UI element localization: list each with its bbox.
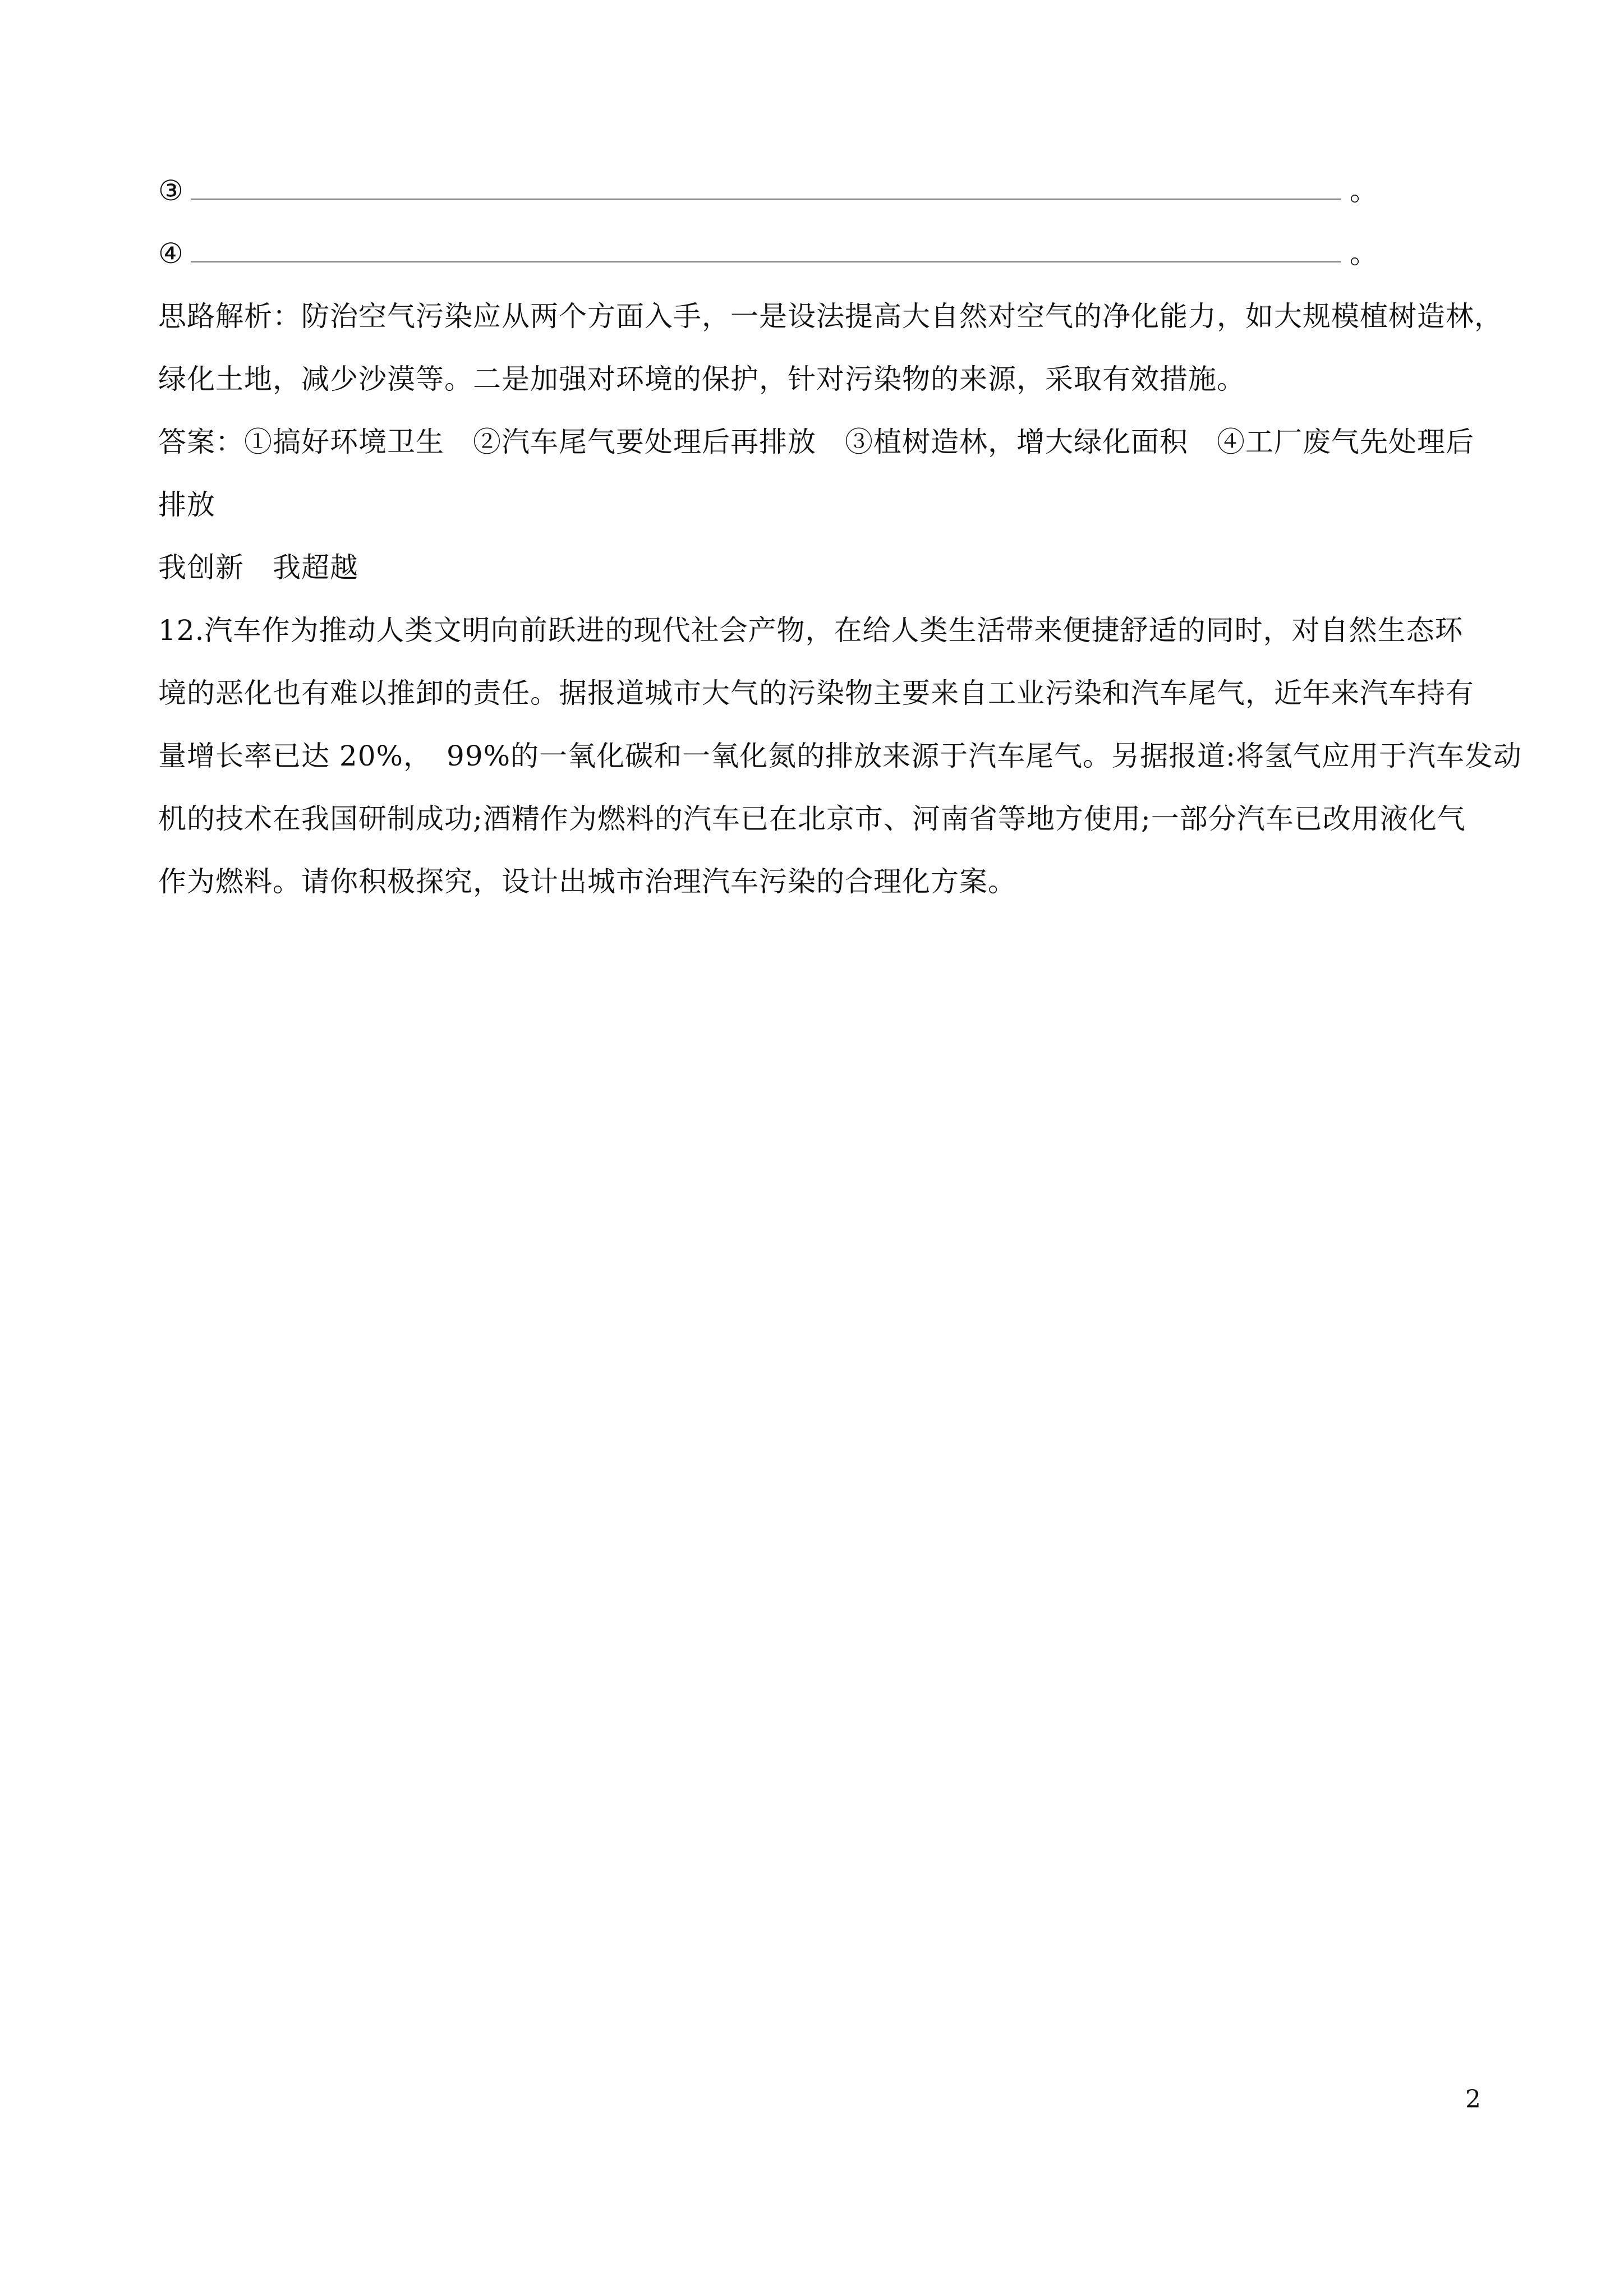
blank-line-4: [158, 237, 1378, 270]
underline-rule: [191, 199, 1341, 200]
blank-line-3: [158, 174, 1378, 208]
analysis-line: 绿化土地，减少沙漠等。二是加强对环境的保护，针对污染物的来源，采取有效措施。: [158, 363, 1245, 395]
end-mark: 。: [1350, 237, 1378, 270]
question-line: 境的恶化也有难以推卸的责任。据报道城市大气的污染物主要来自工业污染和汽车尾气，近年来汽车持有: [158, 677, 1474, 709]
section-heading: 我创新 我超越: [158, 551, 358, 584]
blank-number: ③: [158, 174, 183, 207]
analysis-line: 思路解析：防治空气污染应从两个方面入手，一是设法提高大自然对空气的净化能力，如大规模植树造林，: [158, 300, 1503, 333]
question-line: 量增长率已达 20%， 99%的一氧化碳和一氧化氮的排放来源于汽车尾气。另据报道:将氢气应用于汽车发动: [158, 740, 1522, 772]
question-line: 作为燃料。请你积极探究，设计出城市治理汽车污染的合理化方案。: [158, 865, 1016, 898]
question-line: 机的技术在我国研制成功;酒精作为燃料的汽车已在北京市、河南省等地方使用;一部分汽车已改用液化气: [158, 803, 1466, 835]
blank-number: ④: [158, 237, 183, 270]
page-number: 2: [1465, 2085, 1481, 2114]
end-mark: 。: [1350, 174, 1378, 207]
answer-line: 答案：①搞好环境卫生 ②汽车尾气要处理后再排放 ③植树造林，增大绿化面积 ④工厂废气先处理后: [158, 426, 1474, 458]
underline-rule: [191, 261, 1341, 262]
question-line: 12.汽车作为推动人类文明向前跃进的现代社会产物，在给人类生活带来便捷舒适的同时，对自然生态环: [158, 614, 1464, 647]
answer-line: 排放: [158, 488, 215, 521]
